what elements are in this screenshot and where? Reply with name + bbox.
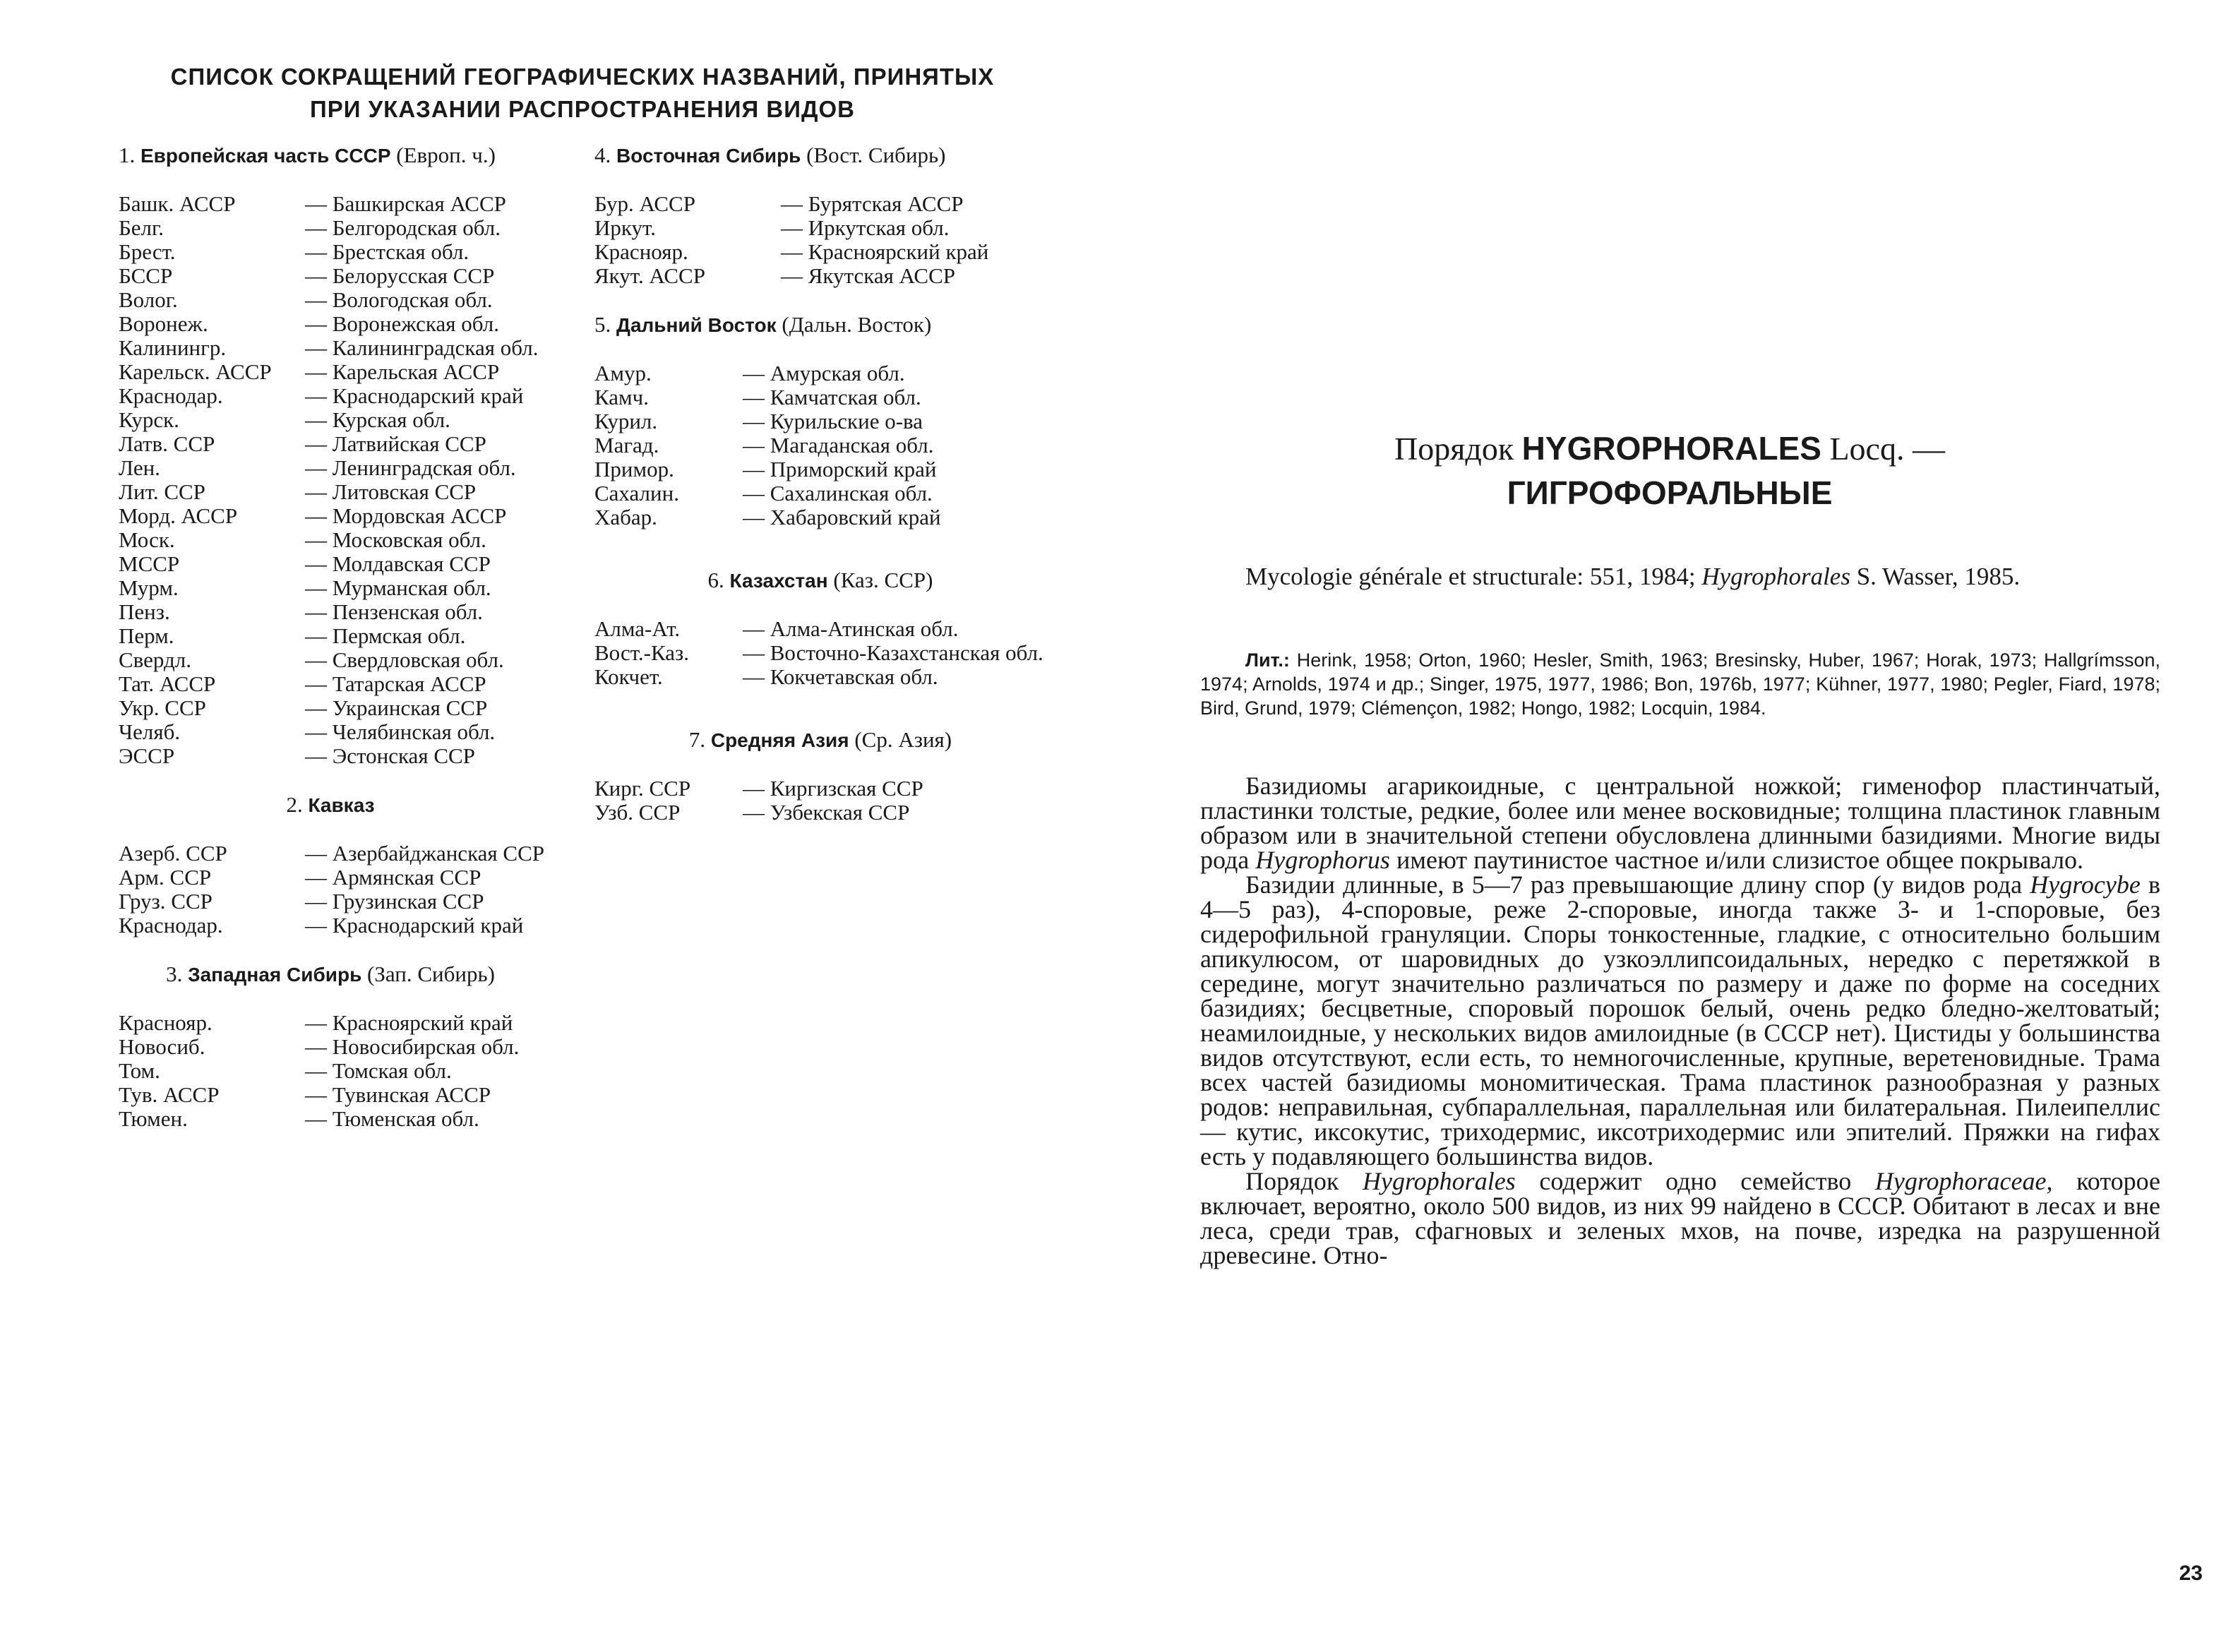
abbreviation-entry bbox=[594, 481, 1060, 505]
abbreviation: МССР bbox=[119, 551, 180, 576]
abbreviation-entry bbox=[594, 385, 1060, 409]
abbreviation-entry bbox=[119, 432, 578, 456]
full-name: — Мордовская АССР bbox=[305, 503, 507, 528]
abbreviation-entry bbox=[119, 720, 578, 744]
abbreviation: Алма-Ат. bbox=[594, 616, 681, 641]
abbreviations-title: СПИСОК СОКРАЩЕНИЙ ГЕОГРАФИЧЕСКИХ НАЗВАНИЙ, ПРИНЯТЫХ ПРИ УКАЗАНИИ РАСПРОСТРАНЕНИЯ ВИДОВ bbox=[170, 64, 995, 122]
abbreviation-entry bbox=[594, 505, 1060, 529]
section-list bbox=[594, 617, 1060, 689]
right-page bbox=[1101, 0, 2238, 1652]
full-name: — Тюменская обл. bbox=[305, 1106, 479, 1131]
full-name: — Свердловская обл. bbox=[305, 647, 504, 672]
full-name: — Вологодская обл. bbox=[305, 287, 493, 312]
order-heading: Порядок HYGROPHORALES Locq. — ГИГРОФОРАЛЬНЫЕ bbox=[1394, 430, 1945, 511]
full-name: — Новосибирская обл. bbox=[305, 1034, 520, 1059]
abbreviation: Брест. bbox=[119, 239, 176, 264]
section-list bbox=[594, 777, 1060, 825]
abbreviation: Бур. АССР bbox=[594, 191, 695, 216]
abbreviation-entry bbox=[119, 576, 578, 600]
full-name: — Алма-Атинская обл. bbox=[743, 616, 959, 641]
abbreviation-entry bbox=[119, 890, 578, 914]
full-name: — Украинская ССР bbox=[305, 695, 488, 720]
full-name: — Камчатская обл. bbox=[743, 385, 921, 409]
abbreviation: Тув. АССР bbox=[119, 1082, 220, 1107]
reference-citation: Mycologie générale et structurale: 551, 1984; Hygrophorales S. Wasser, 1985. bbox=[1245, 563, 2021, 590]
full-name: — Армянская ССР bbox=[305, 865, 481, 890]
abbreviation: Амур. bbox=[594, 361, 652, 385]
abbreviation: Кирг. ССР bbox=[594, 776, 691, 801]
abbreviation-entry bbox=[119, 672, 578, 696]
abbreviation: Лен. bbox=[119, 455, 160, 480]
abbreviation: Белг. bbox=[119, 215, 164, 240]
abbreviation: Хабар. bbox=[594, 505, 657, 529]
section-list bbox=[119, 1011, 578, 1131]
full-name: — Курская обл. bbox=[305, 407, 450, 432]
abbreviation: Якут. АССР bbox=[594, 263, 705, 288]
section-heading-far-east: 5. Дальний Восток (Дальн. Восток) bbox=[594, 312, 932, 337]
full-name: — Иркутская обл. bbox=[781, 215, 950, 240]
full-name: — Воронежская обл. bbox=[305, 311, 499, 336]
abbreviation: Тат. АССР bbox=[119, 671, 216, 696]
abbreviation: Краснояр. bbox=[119, 1010, 213, 1035]
full-name: — Пензенская обл. bbox=[305, 599, 483, 624]
full-name: — Брестская обл. bbox=[305, 239, 469, 264]
abbreviation-entry bbox=[594, 409, 1060, 433]
abbreviation-entry bbox=[119, 1059, 578, 1083]
full-name: — Карельская АССР bbox=[305, 359, 500, 384]
literature-list: Лит.: Herink, 1958; Orton, 1960; Hesler, Smith, 1963; Bresinsky, Huber, 1967; Horak, 1973; Hallgrímsson, 1974; Arnolds, 1974 и др.; Singer, 1975, 1977, 1986; Bon, 1976b, 1977; Kühner, 1977, 1980; Pegler, Fiard, 1978; Bird, Grund, 1979; Clémençon, 1982; Hongo, 1982; Locquin, 1984. bbox=[1200, 650, 2160, 719]
abbreviation-entry bbox=[119, 914, 578, 938]
full-name: — Мурманская обл. bbox=[305, 575, 491, 600]
full-name: — Литовская ССР bbox=[305, 479, 477, 504]
full-name: — Красноярский край bbox=[305, 1010, 513, 1035]
abbreviation-entry bbox=[119, 504, 578, 528]
abbreviation-entry bbox=[119, 1035, 578, 1059]
section-list bbox=[119, 842, 578, 938]
abbreviation-entry bbox=[119, 216, 578, 240]
full-name: — Башкирская АССР bbox=[305, 191, 506, 216]
section-list bbox=[594, 192, 1060, 288]
abbreviation-entry bbox=[594, 617, 1060, 641]
abbreviation: Лит. ССР bbox=[119, 479, 205, 504]
full-name: — Томская обл. bbox=[305, 1058, 452, 1083]
abbreviation: Краснодар. bbox=[119, 383, 223, 408]
abbreviation-entry bbox=[119, 408, 578, 432]
full-name: — Азербайджанская ССР bbox=[305, 841, 545, 866]
abbreviation: Свердл. bbox=[119, 647, 191, 672]
full-name: — Красноярский край bbox=[781, 239, 989, 264]
abbreviation: Краснодар. bbox=[119, 913, 223, 938]
section-heading-east-siberia: 4. Восточная Сибирь (Вост. Сибирь) bbox=[594, 143, 946, 167]
left-page bbox=[0, 0, 1101, 1652]
abbreviation-entry bbox=[119, 552, 578, 576]
full-name: — Краснодарский край bbox=[305, 913, 524, 938]
abbreviation: Вост.-Каз. bbox=[594, 640, 690, 665]
full-name: — Латвийская ССР bbox=[305, 431, 486, 456]
abbreviation-entry bbox=[119, 624, 578, 648]
full-name: — Кокчетавская обл. bbox=[743, 664, 938, 689]
full-name: — Молдавская ССР bbox=[305, 551, 491, 576]
abbreviation-entry bbox=[119, 1083, 578, 1107]
abbreviation: Укр. ССР bbox=[119, 695, 206, 720]
abbreviation: Мурм. bbox=[119, 575, 179, 600]
abbreviation: Краснояр. bbox=[594, 239, 688, 264]
abbreviation-entry bbox=[594, 361, 1060, 385]
description-text bbox=[1200, 774, 2160, 1268]
abbreviation: ЭССР bbox=[119, 743, 175, 768]
abbreviation: Курил. bbox=[594, 409, 658, 433]
abbreviation: Груз. ССР bbox=[119, 889, 213, 914]
abbreviation-entry bbox=[594, 240, 1060, 264]
abbreviation: Воронеж. bbox=[119, 311, 208, 336]
abbreviation-entry bbox=[594, 641, 1060, 665]
full-name: — Грузинская ССР bbox=[305, 889, 484, 914]
abbreviation-entry bbox=[594, 264, 1060, 288]
abbreviation: Карельск. АССР bbox=[119, 359, 272, 384]
section-list bbox=[119, 192, 578, 768]
abbreviation-entry bbox=[119, 192, 578, 216]
full-name: — Челябинская обл. bbox=[305, 719, 496, 744]
full-name: — Курильские о-ва bbox=[743, 409, 923, 433]
abbreviation: Волог. bbox=[119, 287, 178, 312]
abbreviation: Калинингр. bbox=[119, 335, 227, 360]
full-name: — Амурская обл. bbox=[743, 361, 905, 385]
abbreviation-entry bbox=[119, 648, 578, 672]
full-name: — Краснодарский край bbox=[305, 383, 524, 408]
abbreviation: Кокчет. bbox=[594, 664, 663, 689]
abbreviation: Челяб. bbox=[119, 719, 181, 744]
abbreviation-entry bbox=[119, 696, 578, 720]
section-heading-west-siberia: 3. Западная Сибирь (Зап. Сибирь) bbox=[166, 962, 495, 986]
section-list bbox=[594, 361, 1060, 529]
abbreviation: БССР bbox=[119, 263, 173, 288]
abbreviation: Латв. ССР bbox=[119, 431, 215, 456]
abbreviation: Перм. bbox=[119, 623, 174, 648]
section-heading-central-asia: 7. Средняя Азия (Ср. Азия) bbox=[688, 727, 952, 752]
section-heading-caucasus: 2. Кавказ bbox=[286, 792, 375, 817]
full-name: — Белорусская ССР bbox=[305, 263, 495, 288]
abbreviation-entry bbox=[119, 384, 578, 408]
full-name: — Татарская АССР bbox=[305, 671, 486, 696]
abbreviation: Башк. АССР bbox=[119, 191, 236, 216]
right-column bbox=[594, 140, 1060, 825]
full-name: — Узбекская ССР bbox=[743, 800, 910, 825]
abbreviation-entry bbox=[594, 216, 1060, 240]
abbreviation: Арм. ССР bbox=[119, 865, 212, 890]
abbreviation: Примор. bbox=[594, 457, 674, 481]
abbreviation: Магад. bbox=[594, 433, 659, 457]
abbreviation-entry bbox=[119, 600, 578, 624]
left-column bbox=[119, 140, 578, 1131]
full-name: — Бурятская АССР bbox=[781, 191, 964, 216]
section-heading-europe: 1. Европейская часть СССР (Европ. ч.) bbox=[119, 143, 496, 167]
paragraph: Базидии длинные, в 5—7 раз превышающие длину спор (у видов рода Hygrocybe в 4—5 раз), 4-споровые, реже 2-споровые, иногда также 3- и 1-споровые, без сидерофильной грануляции. Споры тонкостенные, гладкие, с относительно большим апикулюсом, от шаровидных до узкоэллипсоидальных, нередко с перетяжкой в середине, могут значительно различаться по размеру и даже по форме на соседних базидиях; бесцветные, споровый порошок белый, очень редко бледно-желтоватый; неамилоидные, у нескольких видов амилоидные (в СССР нет). Цистиды у большинства видов отсутствуют, если есть, то немногочисленные, крупные, веретеновидные. Трама всех частей базидиомы мономитическая. Трама пластинок разнообразная у разных родов: неправильная, субпараллельная, параллельная или билатеральная. Пилеипеллис — кутис, иксокутис, триходермис, иксотриходермис или эпителий. Пряжки на гифах есть у подавляющего большинства видов. bbox=[1200, 870, 2161, 1171]
abbreviation: Морд. АССР bbox=[119, 503, 238, 528]
full-name: — Московская обл. bbox=[305, 527, 486, 552]
abbreviation-entry bbox=[119, 264, 578, 288]
abbreviation-entry bbox=[119, 842, 578, 866]
abbreviation-entry bbox=[594, 457, 1060, 481]
abbreviation-entry bbox=[119, 240, 578, 264]
full-name: — Тувинская АССР bbox=[305, 1082, 491, 1107]
paragraph: Базидиомы агарикоидные, с центральной ножкой; гименофор пластинчатый, пластинки толстые, редкие, более или менее восковидные; толщина пластинок главным образом или в значительной степени обусловлена длинными базидиями. Многие виды рода Hygrophorus имеют паутинистое частное и/или слизистое общее покрывало. bbox=[1200, 772, 2160, 874]
abbreviation: Моск. bbox=[119, 527, 175, 552]
abbreviation: Том. bbox=[119, 1058, 160, 1083]
full-name: — Ленинградская обл. bbox=[305, 455, 516, 480]
abbreviation-entry bbox=[119, 312, 578, 336]
abbreviation-entry bbox=[119, 336, 578, 360]
abbreviation-entry bbox=[594, 192, 1060, 216]
full-name: — Восточно-Казахстанская обл. bbox=[743, 640, 1043, 665]
full-name: — Пермская обл. bbox=[305, 623, 466, 648]
abbreviation-entry bbox=[594, 665, 1060, 689]
abbreviation-entry bbox=[119, 866, 578, 890]
paragraph: Порядок Hygrophorales содержит одно семейство Hygrophoraceae, которое включает, вероятно, около 500 видов, из них 99 найдено в СССР. Обитают в лесах и вне леса, среди трав, сфагновых и зеленых мхов, на почве, изредка на разрушенной древесине. Отно- bbox=[1200, 1167, 2160, 1269]
abbreviation-entry bbox=[119, 360, 578, 384]
full-name: — Белгородская обл. bbox=[305, 215, 501, 240]
abbreviation-entry bbox=[594, 433, 1060, 457]
full-name: — Калининградская обл. bbox=[305, 335, 539, 360]
abbreviation: Новосиб. bbox=[119, 1034, 205, 1059]
abbreviation: Курск. bbox=[119, 407, 179, 432]
abbreviation-entry bbox=[119, 1107, 578, 1131]
full-name: — Сахалинская обл. bbox=[743, 481, 933, 505]
abbreviation-entry bbox=[119, 744, 578, 768]
abbreviation: Тюмен. bbox=[119, 1106, 188, 1131]
abbreviation-entry bbox=[119, 456, 578, 480]
page-number: 23 bbox=[2179, 1562, 2203, 1585]
full-name: — Хабаровский край bbox=[743, 505, 941, 529]
abbreviation: Узб. ССР bbox=[594, 800, 681, 825]
abbreviation: Иркут. bbox=[594, 215, 656, 240]
abbreviation: Сахалин. bbox=[594, 481, 679, 505]
abbreviation-entry bbox=[119, 528, 578, 552]
abbreviation: Азерб. ССР bbox=[119, 841, 227, 866]
abbreviation-entry bbox=[594, 801, 1060, 825]
full-name: — Киргизская ССР bbox=[743, 776, 923, 801]
full-name: — Якутская АССР bbox=[781, 263, 956, 288]
abbreviation-entry bbox=[119, 1011, 578, 1035]
abbreviation-entry bbox=[119, 480, 578, 504]
full-name: — Приморский край bbox=[743, 457, 937, 481]
abbreviation: Пенз. bbox=[119, 599, 170, 624]
abbreviation: Камч. bbox=[594, 385, 649, 409]
full-name: — Эстонская ССР bbox=[305, 743, 475, 768]
full-name: — Магаданская обл. bbox=[743, 433, 934, 457]
abbreviation-entry bbox=[119, 288, 578, 312]
abbreviation-entry bbox=[594, 777, 1060, 801]
section-heading-kazakhstan: 6. Казахстан (Каз. ССР) bbox=[707, 568, 933, 592]
